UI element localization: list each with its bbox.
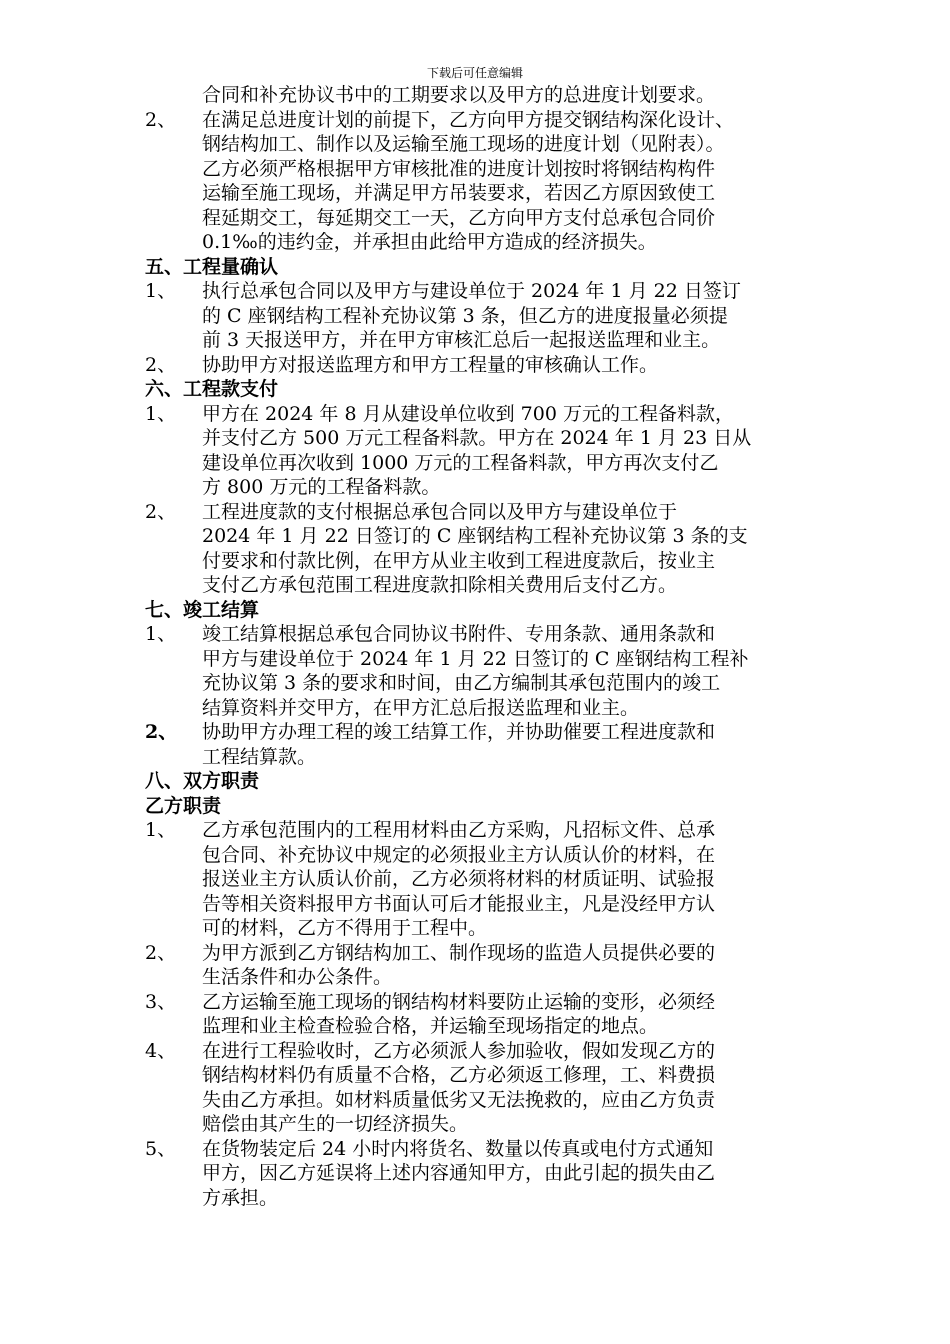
list-item-text: 在进行工程验收时，乙方必须派人参加验收，假如发现乙方的 bbox=[202, 1039, 716, 1062]
paragraph-line: 赔偿由其产生的一切经济损失。 bbox=[202, 1113, 469, 1135]
list-item-number: 1、 bbox=[145, 623, 177, 645]
paragraph-line: 程延期交工，每延期交工一天，乙方向甲方支付总承包合同价 bbox=[202, 206, 716, 229]
paragraph-line: 结算资料并交甲方，在甲方汇总后报送监理和业主。 bbox=[202, 696, 640, 719]
paragraph-line: 建设单位再次收到 1000 万元的工程备料款，甲方再次支付乙 bbox=[202, 451, 719, 474]
list-item-number: 2、 bbox=[145, 941, 177, 964]
list-item-text: 为甲方派到乙方钢结构加工、制作现场的监造人员提供必要的 bbox=[202, 941, 716, 964]
paragraph-line: 0.1‰的违约金，并承担由此给甲方造成的经济损失。 bbox=[202, 231, 657, 253]
list-item bbox=[145, 990, 815, 1015]
paragraph-line: 告等相关资料报甲方书面认可后才能报业主，凡是没经甲方认 bbox=[202, 892, 716, 915]
list-item-number: 2、 bbox=[145, 108, 177, 131]
list-item-text: 在满足总进度计划的前提下，乙方向甲方提交钢结构深化设计、 bbox=[202, 108, 735, 131]
list-item bbox=[145, 1039, 815, 1064]
list-item bbox=[145, 941, 815, 966]
list-item-number: 2、 bbox=[145, 500, 177, 523]
paragraph-line: 钢结构材料仍有质量不合格，乙方必须返工修理，工、料费损 bbox=[202, 1064, 716, 1086]
list-item-text: 在货物装定后 24 小时内将货名、数量以传真或电付方式通知 bbox=[202, 1137, 714, 1160]
section-heading: 六、工程款支付 bbox=[145, 378, 279, 400]
paragraph-line: 运输至施工现场，并满足甲方吊装要求，若因乙方原因致使工 bbox=[202, 182, 716, 204]
list-item-text: 协助甲方办理工程的竣工结算工作，并协助催要工程进度款和 bbox=[202, 721, 716, 743]
list-item-number: 2、 bbox=[145, 353, 177, 376]
paragraph-line: 充协议第 3 条的要求和时间，由乙方编制其承包范围内的竣工 bbox=[202, 672, 721, 694]
list-item-text: 甲方在 2024 年 8 月从建设单位收到 700 万元的工程备料款， bbox=[202, 402, 734, 425]
list-item bbox=[145, 818, 815, 843]
header-note: 下载后可任意编辑 bbox=[426, 66, 523, 80]
list-item-text: 执行总承包合同以及甲方与建设单位于 2024 年 1 月 22 日签订 bbox=[202, 280, 741, 302]
list-item-number: 4、 bbox=[145, 1039, 177, 1062]
paragraph-line: 的 C 座钢结构工程补充协议第 3 条，但乙方的进度报量必须提 bbox=[202, 304, 728, 327]
paragraph-line: 可的材料，乙方不得用于工程中。 bbox=[202, 917, 488, 939]
list-item-number: 5、 bbox=[145, 1137, 177, 1160]
paragraph-line: 甲方，因乙方延误将上述内容通知甲方，由此引起的损失由乙 bbox=[202, 1162, 716, 1184]
list-item bbox=[145, 353, 815, 378]
list-item-number: 2、 bbox=[145, 721, 178, 743]
paragraph-line: 2024 年 1 月 22 日签订的 C 座钢结构工程补充协议第 3 条的支 bbox=[202, 525, 748, 547]
list-item bbox=[145, 720, 815, 745]
paragraph-line: 乙方必须严格根据甲方审核批准的进度计划按时将钢结构构件 bbox=[202, 157, 716, 180]
section-heading: 乙方职责 bbox=[145, 794, 222, 817]
list-item-text: 乙方承包范围内的工程用材料由乙方采购，凡招标文件、总承 bbox=[202, 819, 716, 841]
list-item bbox=[145, 402, 815, 427]
paragraph-line: 监理和业主检查检验合格，并运输至现场指定的地点。 bbox=[202, 1015, 659, 1037]
paragraph-line: 甲方与建设单位于 2024 年 1 月 22 日签订的 C 座钢结构工程补 bbox=[202, 647, 749, 670]
list-item bbox=[145, 279, 815, 304]
list-item bbox=[145, 622, 815, 647]
list-item-text: 工程进度款的支付根据总承包合同以及甲方与建设单位于 bbox=[202, 500, 678, 523]
paragraph-line: 合同和补充协议书中的工期要求以及甲方的总进度计划要求。 bbox=[202, 84, 716, 106]
list-item bbox=[145, 1137, 815, 1162]
list-item-text: 竣工结算根据总承包合同协议书附件、专用条款、通用条款和 bbox=[202, 623, 716, 645]
paragraph-line: 并支付乙方 500 万元工程备料款。甲方在 2024 年 1 月 23 日从 bbox=[202, 427, 752, 449]
document-body bbox=[145, 83, 815, 1210]
paragraph-line: 付要求和付款比例，在甲方从业主收到工程进度款后，按业主 bbox=[202, 549, 716, 572]
paragraph-line: 支付乙方承包范围工程进度款扣除相关费用后支付乙方。 bbox=[202, 574, 678, 596]
list-item-text: 乙方运输至施工现场的钢结构材料要防止运输的变形，必须经 bbox=[202, 990, 716, 1013]
paragraph-line: 钢结构加工、制作以及运输至施工现场的进度计划（见附表）。 bbox=[202, 133, 725, 155]
paragraph-line: 方承担。 bbox=[202, 1186, 279, 1209]
list-item-number: 1、 bbox=[145, 280, 177, 302]
paragraph-line: 生活条件和办公条件。 bbox=[202, 966, 393, 988]
section-heading: 五、工程量确认 bbox=[145, 255, 279, 278]
section-heading: 八、双方职责 bbox=[145, 770, 260, 792]
list-item-text: 协助甲方对报送监理方和甲方工程量的审核确认工作。 bbox=[202, 353, 659, 376]
list-item bbox=[145, 108, 815, 133]
list-item-number: 3、 bbox=[145, 990, 177, 1013]
paragraph-line: 失由乙方承担。如材料质量低劣又无法挽救的，应由乙方负责 bbox=[202, 1088, 716, 1111]
list-item bbox=[145, 500, 815, 525]
paragraph-line: 方 800 万元的工程备料款。 bbox=[202, 476, 441, 498]
paragraph-line: 前 3 天报送甲方，并在甲方审核汇总后一起报送监理和业主。 bbox=[202, 329, 721, 351]
paragraph-line: 报送业主方认质认价前，乙方必须将材料的材质证明、试验报 bbox=[202, 868, 716, 890]
paragraph-line: 包合同、补充协议中规定的必须报业主方认质认价的材料，在 bbox=[202, 843, 716, 866]
list-item-number: 1、 bbox=[145, 819, 177, 841]
list-item-number: 1、 bbox=[145, 402, 177, 425]
section-heading: 七、竣工结算 bbox=[145, 598, 260, 621]
paragraph-line: 工程结算款。 bbox=[202, 745, 317, 768]
